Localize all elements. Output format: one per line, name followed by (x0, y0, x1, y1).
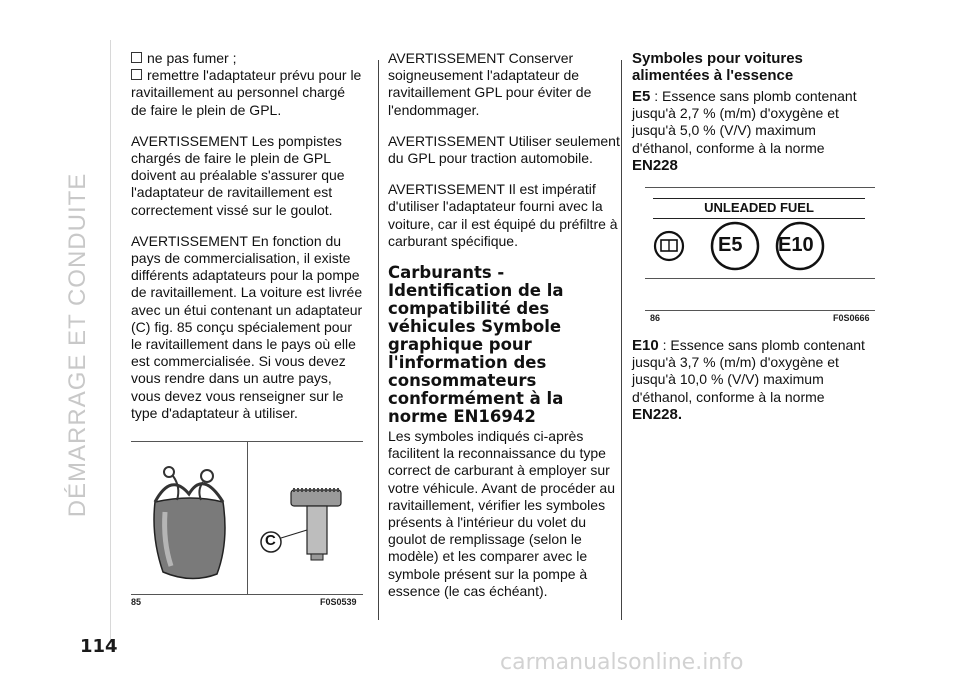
figure-number: 86 (650, 313, 661, 323)
body-paragraph: Les symboles indiqués ci-après facilitent la reconnaissance du type correct de carburant à employer sur votre véhicule. Avant de procéder au ravitaillement, vérifier les symboles présents à l'intérieur du volet du goulot de remplissage (selon le modèle) et les comparer avec le symbole présent sur la pompe à essence (le cas échéant). (388, 428, 616, 599)
checkbox-bullet-icon (131, 69, 142, 80)
callout-c-label: C (265, 532, 276, 549)
subsection-heading: Symboles pour voitures alimentées à l'essence (632, 50, 803, 84)
page-number: 114 (80, 636, 118, 657)
column-3-lower (632, 337, 872, 437)
bullet-item: remettre l'adaptateur prévu pour le ravitaillement au personnel chargé de faire le plein de GPL. (131, 67, 362, 118)
watermark: carmanualsonline.info (500, 650, 744, 675)
figure-86 (645, 187, 875, 311)
warning-paragraph: AVERTISSEMENT Conserver soigneusement l'adaptateur de ravitaillement GPL pour éviter de l'endommager. (388, 50, 592, 118)
fuel-symbols-illustration (645, 188, 875, 310)
column-1 (131, 50, 363, 436)
e10-description: E10 : Essence sans plomb contenant jusqu'à 3,7 % (m/m) d'oxygène et jusqu'à 10,0 % (V/V) maximum d'éthanol, conforme à la norme EN228. (632, 337, 865, 423)
figure-number: 85 (131, 597, 142, 607)
chapter-title: DÉMARRAGE ET CONDUITE (64, 172, 91, 518)
column-separator (621, 60, 622, 620)
bullet-item: ne pas fumer ; (131, 50, 363, 67)
checkbox-bullet-icon (131, 52, 142, 63)
figure-code: F0S0666 (833, 313, 870, 323)
warning-paragraph: AVERTISSEMENT En fonction du pays de commercialisation, il existe différents adaptateurs pour la pompe de ravitaillement. La voiture est livrée avec un étui contenant un adaptateur (C) fig. 85 conçu spécialement pour le ravitaillement dans le pays où elle est commercialisée. Si vous devez vous rendre dans un autre pays, vous devez vous renseigner sur le type d'adaptateur à utiliser. (131, 232, 363, 421)
e10-symbol: E10 (778, 234, 814, 256)
e5-description: E5 : Essence sans plomb contenant jusqu'à 2,7 % (m/m) d'oxygène et jusqu'à 5,0 % (V/V) maximum d'éthanol, conforme à la norme EN228 (632, 88, 857, 174)
warning-paragraph: AVERTISSEMENT Il est impératif d'utiliser l'adaptateur fourni avec la voiture, car il est équipé du préfiltre à carburant spécifique. (388, 181, 618, 249)
column-3 (632, 50, 872, 188)
warning-paragraph: AVERTISSEMENT Les pompistes chargés de faire le plein de GPL doivent au préalable s'assurer que l'adaptateur de ravitaillement est correctement vissé sur le goulot. (131, 132, 345, 218)
figure-85 (131, 441, 363, 595)
adapter-case-illustration (131, 442, 363, 594)
section-heading: Carburants - Identification de la compatibilité des véhicules Symbole graphique pour l'information des consommateurs conformément à la norme EN16942 (388, 263, 564, 427)
column-separator (378, 60, 379, 620)
adapter-c-illustration (261, 490, 341, 560)
unleaded-fuel-label: UNLEADED FUEL (704, 200, 814, 215)
e5-symbol: E5 (718, 234, 743, 256)
chapter-divider (110, 40, 111, 640)
column-2 (388, 50, 620, 614)
warning-paragraph: AVERTISSEMENT Utiliser seulement du GPL pour traction automobile. (388, 132, 620, 167)
figure-code: F0S0539 (320, 597, 357, 607)
